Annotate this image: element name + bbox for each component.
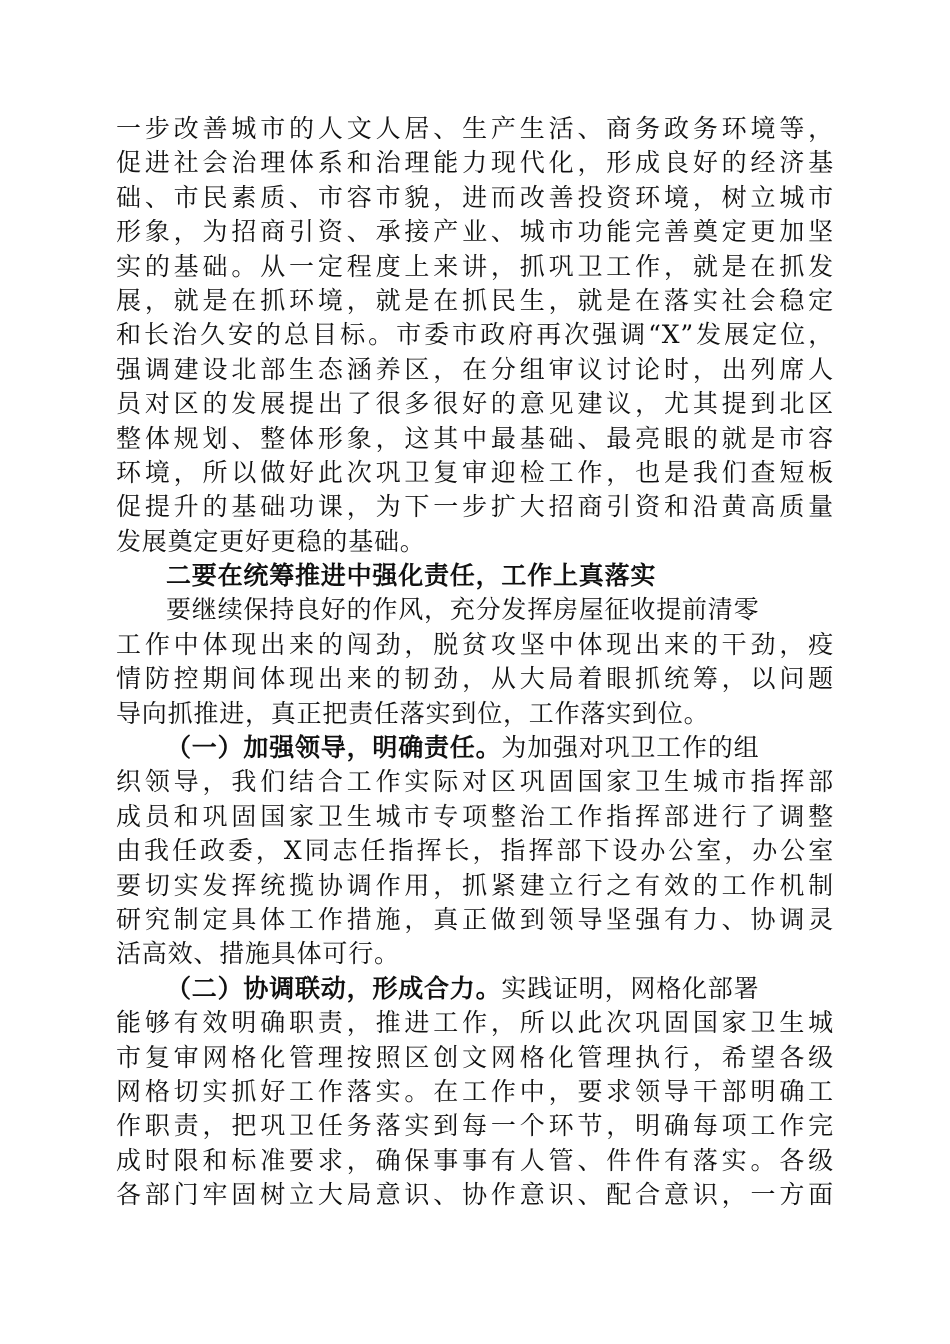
paragraph-line: 发展奠定更好更稳的基础。 — [116, 526, 426, 556]
paragraph-line: 能够有效明确职责，推进工作，所以此次巩固国家卫生城 — [116, 1008, 834, 1038]
paragraph-line — [116, 731, 834, 765]
paragraph-line: 织领导，我们结合工作实际对区巩固国家卫生城市指挥部 — [116, 767, 834, 797]
paragraph-line: 础、市民素质、市容市貌，进而改善投资环境，树立城市 — [116, 182, 834, 212]
paragraph-line: 一步改善城市的人文人居、生产生活、商务政务环境等， — [116, 114, 834, 143]
paragraph-line — [116, 972, 834, 1006]
paragraph-line: 促进社会治理体系和治理能力现代化，形成良好的经济基 — [116, 148, 834, 178]
paragraph-line: 导向抓推进，真正把责任落实到位，工作落实到位。 — [116, 698, 710, 728]
paragraph-line: 作职责，把巩卫任务落实到每一个环节，明确每项工作完 — [116, 1111, 834, 1141]
item-1-first-text: 为加强对巩卫工作的组 — [501, 733, 760, 763]
paragraph-1 — [116, 112, 834, 559]
item-2-title: （二）协调联动，形成合力。 — [166, 973, 502, 1003]
section-heading: 二要在统筹推进中强化责任，工作上真落实 — [166, 561, 657, 591]
paragraph-line: 研究制定具体工作措施，真正做到领导坚强有力、协调灵 — [116, 904, 834, 934]
item-2-first-text: 实践证明，网格化部署 — [501, 973, 760, 1003]
paragraph-line: 员对区的发展提出了很多很好的意见建议，尤其提到北区 — [116, 389, 834, 419]
paragraph-line: 各部门牢固树立大局意识、协作意识、配合意识，一方面 — [116, 1180, 834, 1210]
item-2-paragraph — [116, 972, 834, 1213]
paragraph-line: 整体规划、整体形象，这其中最基础、最亮眼的就是市容 — [116, 423, 834, 453]
paragraph-line: 要继续保持良好的作风，充分发挥房屋征收提前清零 — [166, 595, 760, 625]
document-body — [116, 112, 834, 1213]
paragraph-line: 环境，所以做好此次巩卫复审迎检工作，也是我们查短板 — [116, 457, 834, 487]
section-intro-paragraph — [116, 593, 834, 731]
paragraph-line: 和长治久安的总目标。市委市政府再次强调“X”发展定位， — [116, 320, 834, 350]
item-1-paragraph — [116, 731, 834, 972]
paragraph-line: 展，就是在抓环境，就是在抓民生，就是在落实社会稳定 — [116, 285, 834, 315]
paragraph-line: 情防控期间体现出来的韧劲，从大局着眼抓统筹，以问题 — [116, 664, 834, 694]
paragraph-line: 由我任政委，X同志任指挥长，指挥部下设办公室，办公室 — [116, 836, 834, 866]
paragraph-line: 要切实发挥统揽协调作用，抓紧建立行之有效的工作机制 — [116, 870, 834, 900]
paragraph-line: 网格切实抓好工作落实。在工作中，要求领导干部明确工 — [116, 1076, 834, 1106]
paragraph-line: 强调建设北部生态涵养区，在分组审议讨论时，出列席人 — [116, 354, 834, 384]
paragraph-line: 成员和巩固国家卫生城市专项整治工作指挥部进行了调整 — [116, 801, 834, 831]
paragraph-line: 促提升的基础功课，为下一步扩大招商引资和沿黄高质量 — [116, 492, 834, 522]
paragraph-line: 成时限和标准要求，确保事事有人管、件件有落实。各级 — [116, 1145, 834, 1175]
paragraph-line: 形象，为招商引资、承接产业、城市功能完善奠定更加坚 — [116, 217, 834, 247]
paragraph-line: 市复审网格化管理按照区创文网格化管理执行，希望各级 — [116, 1042, 834, 1072]
item-1-title: （一）加强领导，明确责任。 — [166, 733, 502, 763]
paragraph-line: 实的基础。从一定程度上来讲，抓巩卫工作，就是在抓发 — [116, 251, 834, 281]
paragraph-line: 活高效、措施具体可行。 — [116, 939, 400, 969]
paragraph-line: 工作中体现出来的闯劲，脱贫攻坚中体现出来的干劲，疫 — [116, 629, 834, 659]
